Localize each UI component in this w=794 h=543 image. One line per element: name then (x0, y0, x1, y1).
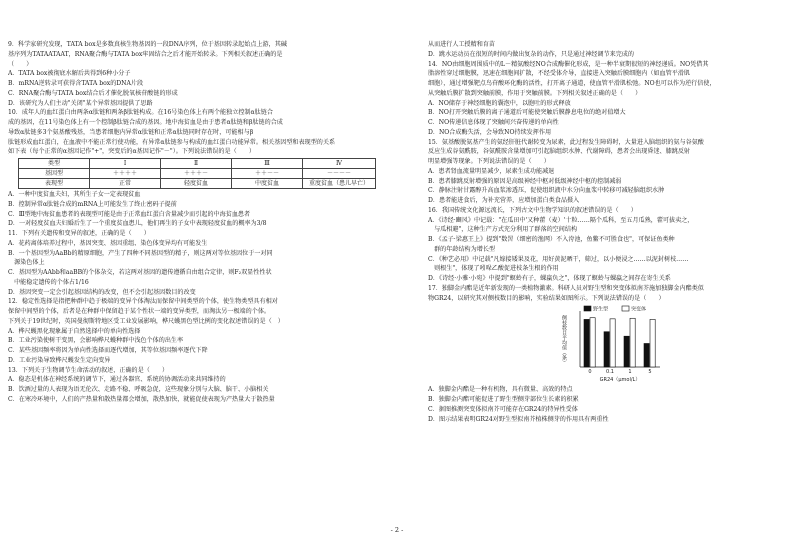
table-cell: Ⅰ (90, 159, 161, 169)
table-cell: 基因型 (19, 169, 90, 179)
text-line: 下列关于19世纪时，英国曼彻斯特地区受工业发展影响，桦尺蠖黑色型比例的变化叙述错误的是（ ） (8, 317, 284, 325)
text-line: 中能稳定遗传的个体占1/16 (8, 278, 89, 286)
text-line: 从突触后膜扩散到突触前膜，作用于突触前膜。下列相关叙述正确的是（ ） (428, 89, 642, 97)
text-line: D．跳水运动员在很短的时间内做出复杂的动作，只是通过神经调节来完成的 (428, 50, 634, 58)
question-15 (428, 138, 794, 206)
bar-wild-type (584, 320, 589, 368)
text-line: A．患者肾血流量明显减少，尿素生成功能减退 (428, 167, 555, 175)
text-line: 细胞），通过增强靶点鸟苷酸环化酶的活性，打开离子通道，使血管平滑肌松弛。NO也可以作为逆行信使， (428, 80, 716, 87)
bar-wild-type (604, 332, 609, 367)
text-line: 如下表（每个正常的α基因记作"+"，突变后的α基因记作"－"）。下列说法错误的是（ ） (8, 148, 255, 156)
question-17-options (428, 385, 794, 424)
text-line: B．mRNA逆转录可获得含TATA box的DNA片段 (8, 80, 144, 87)
bar-wild-type (624, 336, 629, 367)
question-9 (8, 40, 378, 108)
text-line: A．《诗经·豳风》中记载："在瓜田中'又种藿（麦）'十粒……隔个瓜科，至五月瓜熟，藿可拔卖之， (428, 216, 694, 224)
text-line: D．图示结果表明GR24对野生型拟南芥植株侧芽的作用具有两重性 (428, 415, 609, 423)
text-line: 导致α肽链多3个氨基酸残基，当患者细胞内异常α肽链和正常α肽链同时存在时，可能相与β (8, 128, 254, 136)
text-line: B．NO打开突触后膜的离子通道后可能使突触后膜静息电位的绝对值增大 (428, 109, 626, 117)
bar-mutant (630, 319, 635, 368)
text-line: 9．科学家研究发现，TATA box是多数真核生物基因的一段DNA序列，位于基因转录起始点上游，其碱 (8, 41, 287, 48)
question-13 (8, 366, 378, 405)
page-number: - 2 - (390, 526, 404, 534)
bar-wild-type (644, 344, 649, 368)
text-line: 从而进行人工授精和育苗 (428, 41, 496, 48)
text-line: 10．成年人的血红蛋白由两条α肽链和两条β肽链构成。在16号染色体上有两个能独立控制α肽链合 (8, 109, 273, 117)
question-16 (428, 206, 794, 284)
text-line: D．患者能进食后，为补充营养，应增加蛋白类食品摄入 (428, 197, 580, 204)
legend-label: 野生型 (593, 306, 609, 313)
legend-label: 突变体 (631, 306, 647, 313)
text-line: 成的基因，在11号染色体上有一个控制β肽链合成的基因。地中海贫血是由于患者α肽链和β肽链的合成 (8, 119, 283, 126)
text-line: B．患者膝跳反射增强的原因是高级神经中枢对低级神经中枢的控制减弱 (428, 177, 622, 185)
text-line: 源染色体上 (8, 259, 45, 267)
text-line: 14．NO由细胞周围质中的L－精氨酸经NO合成酶催化形成，是一种半衰期很短的神经递质。NO凭借其 (428, 60, 709, 68)
text-line: A．稳态是机体在神经系统的调节下，通过各器官、系统的协调活动来共同维持的 (8, 376, 226, 384)
table-cell: ＋＋－－ (232, 169, 303, 179)
left-column (8, 40, 378, 405)
text-line: 17．独脚金内酯是近年新发现的一类植物激素。科研人员对野生型和突变体拟南芥施加独脚金内酯类似 (428, 284, 704, 292)
question-10-options (8, 190, 378, 229)
text-line: 16．我国传统文化源远流长，下列古文中生物学知识的叙述错误的是（ ） (428, 206, 637, 214)
text-line: 13．下列关于生物调节生命活动的叙述，正确的是（ ） (8, 366, 169, 374)
text-line: 12．稳定性选择是指把种群中趋于极端的变异个体淘汰而保留中间类型的个体，使生物类型具有相对 (8, 298, 278, 306)
text-line: D．一对轻度贫血夫妇婚后生了一个重度贫血患儿，他们再生的子女中表现轻度贫血的概率为3/8 (8, 220, 267, 228)
question-17 (428, 284, 794, 304)
text-line: C．Ⅲ型地中海贫血患者的表现型可能是由于正常血红蛋白含量减少而引起的中海贫血患者 (8, 210, 251, 218)
text-line: A．花药离体培养过程中，基因突变、基因重组、染色体变异均有可能发生 (8, 239, 208, 247)
question-11 (8, 229, 378, 297)
table-cell: 轻度贫血 (161, 179, 232, 189)
text-line: 15．氨基酸脱氨基产生的氨经肝脏代谢转变为尿素，此过程发生障碍时，大量进入脑组织的氨与谷氨酸 (428, 138, 704, 146)
text-line: B．控制异常α肽链合成的mRNA上可能发生了终止密码子提前 (8, 200, 177, 208)
text-line: D．工业污染导致桦尺蠖发生定向变异 (8, 356, 111, 364)
text-line: 反应生成谷氨酰胺，谷氨酰胺含量增加可引起脑组织水肿、代谢障碍，患者会出现昏迷、膝跳反射 (428, 148, 691, 156)
text-line: 脂溶性穿过细胞膜，迅速在细胞间扩散，不经受体介导，直接进入突触后膜细胞内（如血管平滑肌 (428, 70, 691, 78)
text-line: 与瓜相避"，这种生产方式充分利用了群落的空间结构 (428, 226, 578, 234)
table-cell: ＋＋＋－ (161, 169, 232, 179)
text-line: 11．下列有关遗传和变异的叙述，正确的是（ ） (8, 230, 150, 237)
legend-swatch (584, 306, 591, 311)
text-line: B．独脚金内酯可能促进了野生型侧芽部位生长素的积累 (428, 396, 579, 403)
text-line: A．桦尺蠖黑化现象属于自然选择中的单向性选择 (8, 327, 141, 335)
question-13-continued (428, 40, 794, 60)
legend-swatch (622, 306, 629, 311)
text-line: C．某些基因频率将因为单向性选择而逐代增加，其等位基因频率逐代下降 (8, 347, 208, 354)
bar-mutant (650, 320, 655, 368)
text-line: 物GR24，以研究其对侧枝数目的影响，实验结果如图所示。下列说法错误的是（ ） (428, 294, 665, 302)
table-cell: 中度贫血 (232, 179, 303, 189)
text-line: B．一个基因型为AaBb的精原细胞，产生了四种不同基因型的精子，则这两对等位基因位于一对同 (8, 249, 273, 257)
text-line: 明显增强等现象。下列说法错误的是（ ） (428, 158, 550, 165)
text-line: 基序列为TATAATAAT，RNA聚合酶与TATA box牢固结合之后才能开始转录。下列相关叙述正确的是 (8, 50, 283, 58)
table-cell: －－－－ (303, 169, 376, 179)
text-line: B．饮酒过量的人表现为语无伦次、走路不稳、呼吸急促，这些现象分别与大脑、脑干、小脑相关 (8, 386, 269, 393)
table-cell: Ⅱ (161, 159, 232, 169)
text-line: 肽链形成血红蛋白，在血液中不能正常行使功能，有异常α肽链参与构成的血红蛋白功能异常。相关基因型和表现型的关系 (8, 138, 336, 146)
text-line: C．RNA聚合酶与TATA box结合后才催化脱氧核苷酸链的形成 (8, 89, 178, 97)
text-line: D．该研究为人们主动"关闭"某个异常基因提供了思路 (8, 99, 153, 107)
question-14 (428, 60, 794, 138)
table-cell: 类型 (19, 159, 90, 169)
table-cell: Ⅳ (303, 159, 376, 169)
x-tick-label: 1 (628, 369, 632, 376)
genotype-table (18, 158, 376, 189)
text-line: C．基因型为AAbb和aaBB的个体杂交，若这两对基因的遗传遵循自由组合定律，则F₂双显性性状 (8, 269, 272, 276)
text-line: C．《种艺必用》中记载"凡嫁接矮果及花，用好黄泥晒干，筛过，以小便浸之……以泥封树枝…… (428, 255, 689, 263)
bar-chart (558, 303, 668, 385)
text-line: B．工业污染使树干变黑，会影响桦尺蠖种群中浅色个体的出生率 (8, 337, 184, 345)
text-line: A．独脚金内酯是一种有机物，具有微量、高效的特点 (428, 386, 573, 394)
text-line: C．在寒冷环境中，人们的产热量和散热量都会增加，散热加快，就能促使表现为产热量大于散热量 (8, 395, 275, 403)
text-line: D．NO合成酶失活，会导致NO持续发挥作用 (428, 128, 552, 136)
table-cell: ＋＋＋＋ (90, 169, 161, 179)
x-tick-label: 5 (648, 369, 652, 376)
text-line: 保留中间型的个体，后者是在种群中保留趋于某个性状一端的变异类型，而淘汰另一极端的个体。 (8, 308, 271, 315)
text-line: B．《孟子·梁惠王上》提到"数罟（细密的渔网）不入洿池，鱼鳖不可胜食也"，可保证鱼类种 (428, 236, 675, 243)
text-line: C．NO传递信息体现了突触间兴奋传递的单向性 (428, 119, 559, 126)
table-cell: 重度贫血（患儿早亡） (303, 179, 376, 189)
table-cell: 表现型 (19, 179, 90, 189)
question-10 (8, 108, 378, 157)
text-line: A．一种中度贫血夫妇，其所生子女一定表现贫血 (8, 191, 141, 198)
text-line: C．据图推测突变体拟南芥可能存在GR24的特异性受体 (428, 405, 578, 413)
gr24-chart (558, 303, 794, 385)
bar-mutant (590, 318, 595, 367)
table-header-row (19, 159, 376, 169)
table-cell: Ⅲ (232, 159, 303, 169)
x-tick-label: 0.1 (606, 369, 614, 376)
text-line: A．NO储存于神经细胞的囊泡中，以胞吐的形式释放 (428, 99, 571, 107)
text-line: （ ） (8, 60, 33, 68)
y-axis-label: 侧枝数目平均值（条） (561, 315, 567, 366)
question-12 (8, 297, 378, 365)
table-cell: 正常 (90, 179, 161, 189)
text-line: 则根生"，体现了吲哚乙酸促进枝条生根的作用 (428, 265, 559, 273)
right-column (428, 40, 794, 424)
text-line: A．TATA box被彻底水解后共得到6种小分子 (8, 70, 131, 78)
table-row-phenotype (19, 179, 376, 189)
text-line: C．静脉注射甘露醇升高血浆渗透压，促使组织液中水分向血浆中转移可减轻脑组织水肿 (428, 187, 665, 195)
x-tick-label: 0 (588, 369, 592, 376)
text-line: 群的年龄结构为增长型 (428, 245, 496, 253)
x-axis-label: GR24（μmol/L） (599, 377, 641, 384)
text-line: D．《诗经·小雅·小宛》中提到"螟蛉有子，蜾蠃负之"，体现了螟蛉与蜾蠃之间存在寄生关系 (428, 275, 671, 282)
text-line: D．基因突变一定会引起基因结构的改变，但不会引起基因数目的改变 (8, 288, 196, 296)
bar-mutant (610, 319, 615, 367)
table-row-genotype (19, 169, 376, 179)
